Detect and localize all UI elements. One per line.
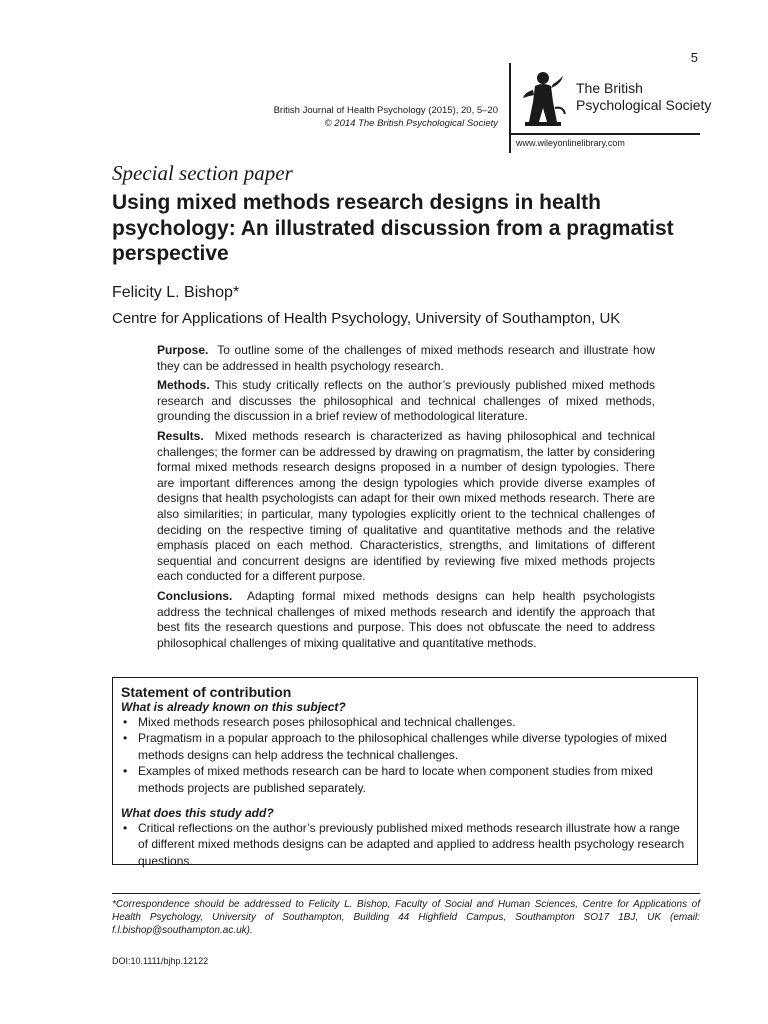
- publisher-name-line1: The British: [576, 80, 643, 96]
- statement-of-contribution-box: [112, 677, 698, 868]
- article-title: Using mixed methods research designs in health psychology: An illustrated discussion from a pragmatist perspective: [112, 191, 674, 265]
- publisher-name-line2: Psychological Society: [576, 97, 712, 113]
- journal-citation: British Journal of Health Psychology (2015), 20, 5–20: [273, 105, 498, 116]
- methods-text: This study critically reflects on the author’s previously published mixed methods research and discusses the philosophical and technical challenges of mixed methods, grounding the discussion in a brief review of methodological literature.: [157, 378, 655, 424]
- conclusions-label: Conclusions.: [157, 588, 233, 603]
- list-item: • Critical reflections on the author’s previously published mixed methods research illustrate how a range of different mixed methods designs can be adapted and applied to address health psychology research questions.: [121, 820, 689, 869]
- adds-list: [121, 820, 689, 869]
- known-list: [121, 714, 689, 796]
- purpose-label: Purpose.: [157, 343, 209, 357]
- conclusions-text: Adapting formal mixed methods designs can help health psychologists address the technical challenges of mixed methods research and identify the approach that best fits the research questions and purpose. This does not obfuscate the need to address philosophical challenges of mixing qualitative and quantitative methods.: [157, 588, 655, 650]
- author-name: Felicity L. Bishop*: [112, 284, 240, 301]
- contribution-heading: Statement of contribution: [121, 684, 292, 700]
- list-item: • Pragmatism in a popular approach to the philosophical challenges while diverse typologies of mixed methods designs can help address the technical challenges.: [121, 730, 689, 763]
- purpose-text: To outline some of the challenges of mixed methods research and illustrate how they can be addressed in health psychology research.: [157, 343, 655, 373]
- page-number: 5: [690, 50, 698, 65]
- results-label: Results.: [157, 428, 204, 443]
- abstract: [157, 343, 655, 655]
- abstract-purpose: [157, 343, 655, 374]
- publisher-name: [576, 80, 711, 114]
- doi: DOI:10.1111/bjhp.12122: [112, 956, 209, 966]
- adds-heading: What does this study add?: [121, 806, 274, 821]
- abstract-conclusions: [157, 589, 655, 651]
- publisher-website-link[interactable]: www.wileyonlinelibrary.com: [516, 138, 625, 148]
- footnote-rule: [112, 893, 700, 894]
- results-text: Mixed methods research is characterized as having philosophical and technical challenges; the former can be addressed by drawing on pragmatism, the latter by considering formal mixed methods research designs proposed in a number of design typologies. There are important differences among the design typologies which provide diverse examples of designs that health psychologists can adapt for their own mixed methods research. There are also similarities; in particular, many typologies explicitly orient to the technical challenges of deciding on the respective timing of qualitative and quantitative methods and the relative emphasis placed on each method. Characteristics, strengths, and limitations of different sequential and concurrent designs are identified by reviewing five mixed methods projects each conducted for a different purpose.: [157, 428, 655, 584]
- journal-citation-block: [274, 104, 498, 130]
- abstract-results: [157, 429, 655, 585]
- author-affiliation: Centre for Applications of Health Psychology, University of Southampton, UK: [112, 310, 621, 327]
- journal-copyright: © 2014 The British Psychological Society: [324, 118, 498, 129]
- header-horizontal-rule: [509, 133, 700, 135]
- known-heading: What is already known on this subject?: [121, 700, 346, 714]
- header-vertical-rule: [509, 63, 511, 153]
- list-item: • Examples of mixed methods research can be hard to locate when component studies from mixed methods projects are published separately.: [121, 763, 689, 796]
- correspondence-footnote: *Correspondence should be addressed to Felicity L. Bishop, Faculty of Social and Human Sciences, Centre for Applications of Health Psychology, University of Southampton, Building 44 Highfield Campus, Southampton SO17 1BJ, UK (email: f.l.bishop@southampton.ac.uk).: [112, 899, 700, 936]
- list-item: • Mixed methods research poses philosophical and technical challenges.: [121, 714, 689, 730]
- section-label: Special section paper: [112, 161, 293, 185]
- methods-label: Methods.: [157, 378, 210, 393]
- bps-emblem-icon: [517, 68, 569, 128]
- abstract-methods: [157, 378, 655, 425]
